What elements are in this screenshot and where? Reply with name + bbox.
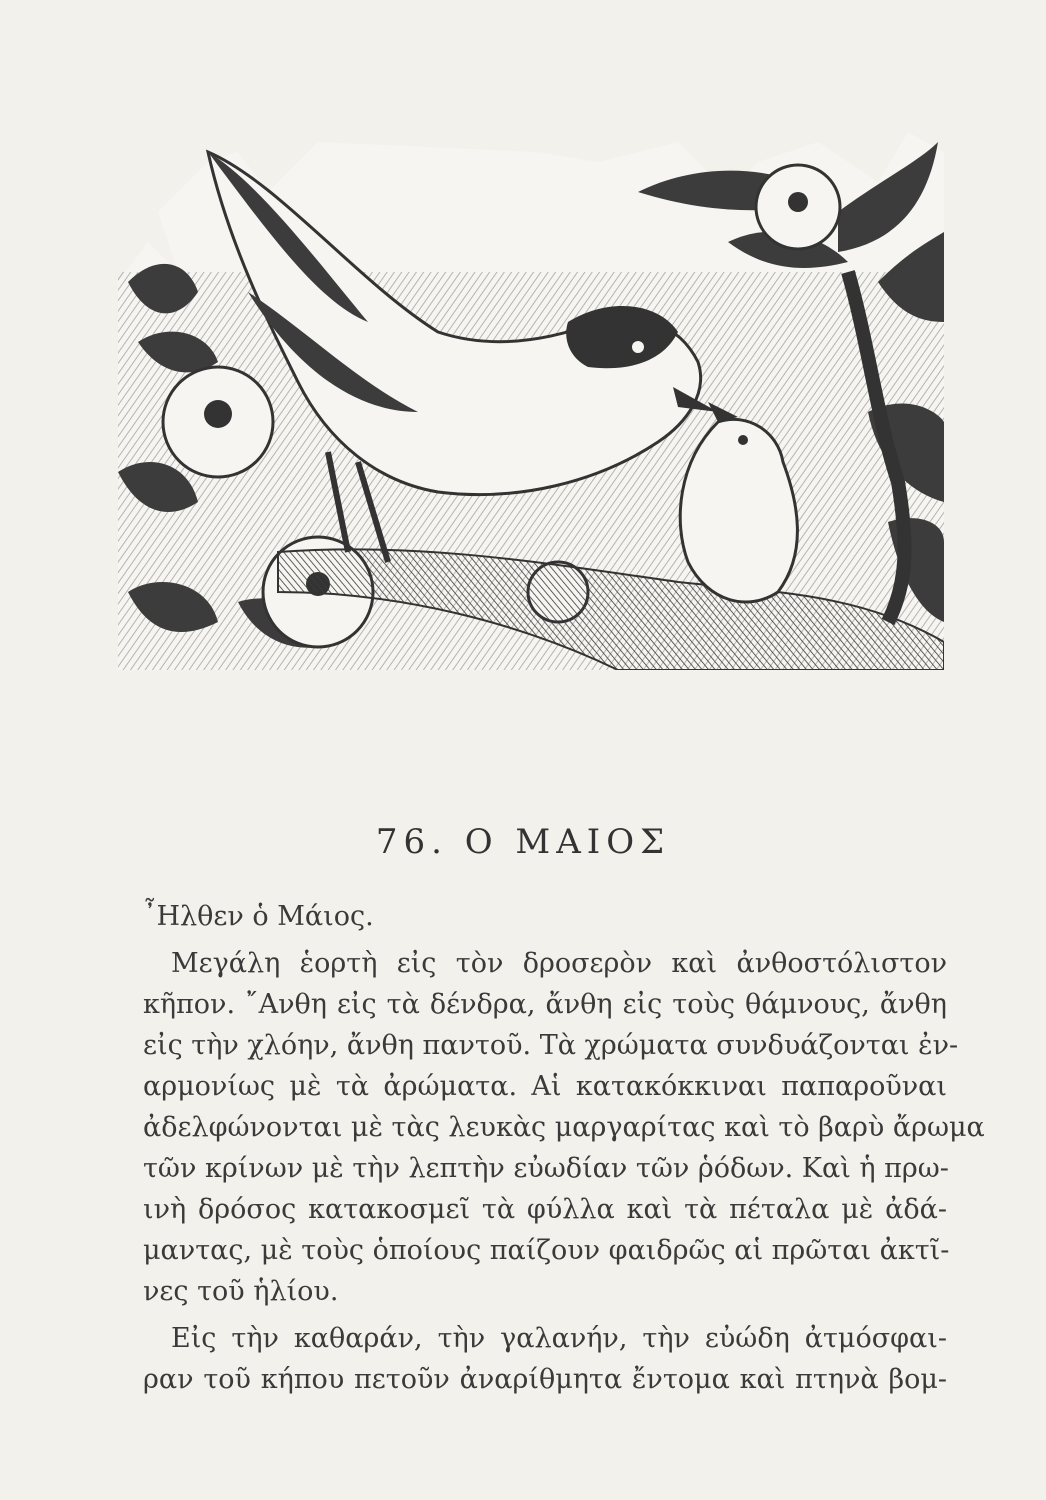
paragraph xyxy=(143,1318,947,1400)
paragraph xyxy=(143,896,947,937)
text-line: Εἰς τὴν καθαράν, τὴν γαλανήν, τὴν εὐώδη ἀτμόσφαι- xyxy=(171,1323,947,1354)
paragraph xyxy=(143,943,985,1312)
text-line: νες τοῦ ἡλίου. xyxy=(143,1276,339,1307)
woodcut-illustration xyxy=(118,122,944,670)
text-line: τῶν κρίνων μὲ τὴν λεπτὴν εὐωδίαν τῶν ῥόδων. Καὶ ἡ πρω- xyxy=(143,1153,949,1184)
text-line: ινὴ δρόσος κατακοσμεῖ τὰ φύλλα καὶ τὰ πέταλα μὲ ἀδά- xyxy=(143,1194,947,1225)
text-line: μαντας, μὲ τοὺς ὁποίους παίζουν φαιδρῶς αἱ πρῶται ἀκτῖ- xyxy=(143,1235,950,1266)
text-line: Μεγάλη ἑορτὴ εἰς τὸν δροσερὸν καὶ ἀνθοστόλιστον xyxy=(171,948,947,979)
chapter-title: 76. Ο ΜΑΙΟΣ xyxy=(375,822,671,862)
text-line: ἀδελφώνονται μὲ τὰς λευκὰς μαργαρίτας καὶ τὸ βαρὺ ἄρωμα xyxy=(143,1112,985,1143)
body-text xyxy=(143,896,985,1400)
text-line: ῏Ηλθεν ὁ Μάιος. xyxy=(143,901,374,932)
bird-feeding-chick-woodcut-icon xyxy=(118,122,944,670)
text-line: εἰς τὴν χλόην, ἄνθη παντοῦ. Τὰ χρώματα συνδυάζονται ἐν- xyxy=(143,1030,959,1061)
text-line: κῆπον. ῎Ανθη εἰς τὰ δένδρα, ἄνθη εἰς τοὺς θάμνους, ἄνθη xyxy=(143,989,947,1020)
text-line: αρμονίως μὲ τὰ ἀρώματα. Αἱ κατακόκκιναι παπαροῦναι xyxy=(143,1071,947,1102)
text-line: ραν τοῦ κήπου πετοῦν ἀναρίθμητα ἔντομα καὶ πτηνὰ βομ- xyxy=(143,1364,947,1395)
